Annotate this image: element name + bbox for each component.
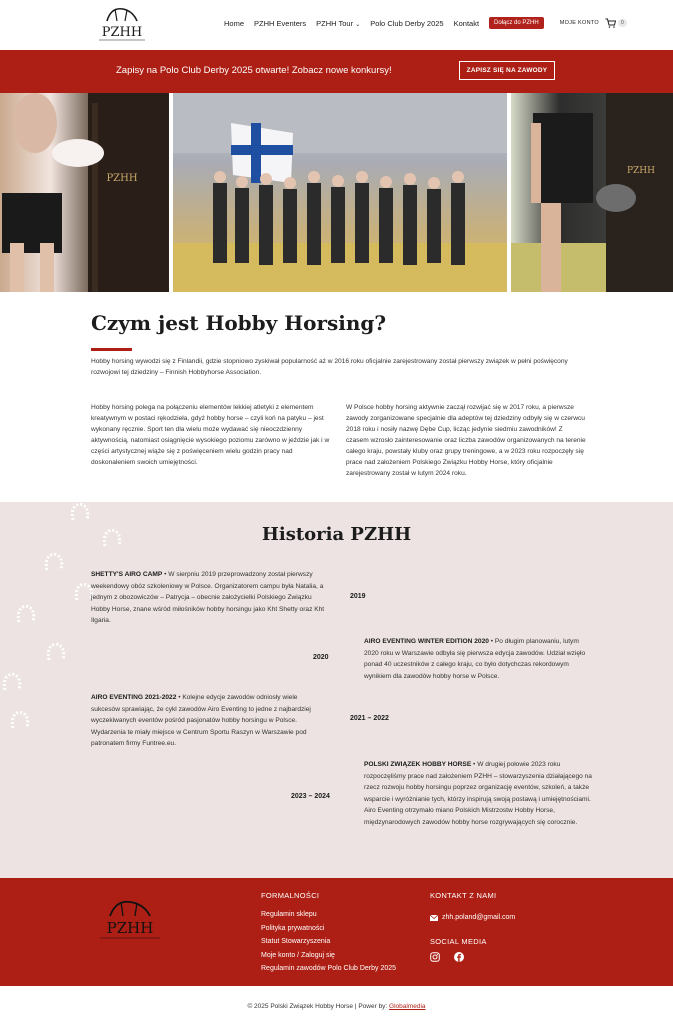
history-entry-2023 [364, 759, 594, 828]
nav-tour[interactable] [316, 19, 360, 28]
entry-heading: AIRO EVENTING 2021-2022 [91, 694, 177, 701]
facebook-icon[interactable] [454, 952, 464, 962]
copyright [0, 1003, 673, 1010]
year-2020: 2020 [313, 654, 329, 661]
svg-text:PZHH: PZHH [101, 25, 143, 40]
banner-text: Zapisy na Polo Club Derby 2025 otwarte! Zobacz nowe konkursy! [116, 65, 392, 76]
link-derby-rules[interactable]: Regulamin zawodów Polo Club Derby 2025 [261, 965, 397, 972]
main-nav [224, 17, 647, 29]
title-divider [91, 348, 132, 351]
email-link[interactable] [430, 914, 515, 921]
horseshoe-icon [68, 502, 92, 524]
footer-links [261, 908, 396, 976]
pzhh-logo[interactable] [93, 3, 151, 45]
entry-text: • Po długim planowaniu, lutym 2020 roku w Warszawie odbyła się pierwsza edycja zawodów. Udział wzięło ponad 40 uczestników z całego kraju, co było dotychczas rekordowym wynikiem dla zawodów hobby horse w Polsce. [364, 638, 586, 680]
entry-heading: AIRO EVENTING WINTER EDITION 2020 [364, 638, 489, 645]
link-shop-terms[interactable]: Regulamin sklepu [261, 911, 317, 918]
announcement-banner [0, 50, 673, 93]
horseshoe-icon [42, 550, 66, 574]
nav-contact[interactable]: Kontakt [453, 18, 480, 28]
link-privacy[interactable]: Polityka prywatności [261, 924, 325, 932]
horseshoe-icon [8, 708, 32, 732]
my-account-link[interactable]: MOJE KONTO [559, 20, 599, 26]
svg-text:PZHH: PZHH [106, 919, 154, 937]
horseshoe-icon [44, 640, 68, 664]
history-title: Historia PZHH [261, 524, 412, 545]
entry-text: • W drugiej połowie 2023 roku rozpoczęliśmy prace nad założeniem PZHH – stowarzyszenia działającego na rzecz rozwoju hobby horsingu poprzez organizację eventów, szkoleń, a także wsparcie i wyróżnianie tych, którzy inspirują swoją postawą i umiejętnościami. Airo Eventing otrzymało miano Polskich Mistrzostw Hobby Horse, międzynarodowych zawodów hobby horse rozgrywających się corocznie. [364, 761, 592, 826]
year-2021-2022: 2021 – 2022 [350, 715, 389, 722]
chevron-down-icon: ⌄ [355, 21, 361, 28]
formal-heading: FORMALNOŚCI [261, 891, 320, 900]
history-entry-2020 [364, 636, 590, 682]
social-links [430, 952, 464, 962]
join-button[interactable]: Dołącz do PZHH [489, 17, 544, 29]
register-button[interactable]: ZAPISZ SIĘ NA ZAWODY [459, 61, 555, 80]
instagram-icon[interactable] [430, 952, 440, 962]
horseshoe-icon [0, 670, 24, 694]
intro-lead: Hobby horsing wywodzi się z Finlandii, gdzie stopniowo zyskiwał popularność aż w 2016 roku oficjalnie zarejestrowany został pierwszy związek w pełni poświęcony rozwojowi tej dziedziny – Finnish Hobbyhorse Association. [91, 358, 568, 376]
history-entry-2021 [91, 692, 323, 750]
nav-home[interactable]: Home [224, 18, 245, 28]
cart-icon [605, 18, 616, 28]
contact-heading: KONTAKT Z NAMI [430, 891, 497, 900]
email-text: zhh.poland@gmail.com [442, 914, 516, 921]
copyright-text: © 2025 Polski Związek Hobby Horse | Power by: [247, 1003, 390, 1010]
svg-text:PZHH: PZHH [626, 166, 656, 176]
nav-tour-label: PZHH Tour [316, 18, 354, 28]
social-heading: SOCIAL MEDIA [430, 937, 487, 946]
history-entry-2019 [91, 569, 329, 627]
svg-text:PZHH: PZHH [106, 173, 138, 184]
intro-title: Czym jest Hobby Horsing? [91, 311, 387, 335]
intro-column-right: W Polsce hobby horsing aktywnie zaczął rozwijać się w 2017 roku, a pierwsze zawody zorganizowane specjalnie dla adeptów tej dziedziny odbyły się w czerwcu 2018 roku i nosiły nazwę Dębe Cup, licząc jedynie siedmiu zawodników! Z czasem wzrosło zainteresowanie oraz liczba zawodów organizowanych na terenie całego kraju, powstały kluby oraz grupy treningowe, a w 2023 roku rozpoczęły się prace nad założeniem Polskiego Związku Hobby Horse, który oficjalnie zarejestrowany został w lutym 2024 roku. [346, 404, 586, 477]
nav-derby[interactable]: Polo Club Derby 2025 [370, 18, 444, 28]
site-footer [0, 878, 673, 986]
photo-rider-left [0, 93, 169, 292]
entry-heading: SHETTY'S AIRO CAMP [91, 571, 163, 578]
link-account-login[interactable]: Moje konto / Zaloguj się [261, 951, 335, 959]
photo-group [173, 93, 507, 292]
history-section [0, 502, 673, 878]
cart-button[interactable] [605, 18, 637, 28]
entry-text: • Kolejne edycje zawodów odniosły wiele sukcesów sprawiając, że cykl zawodów Airo Eventing to jedne z najbardziej wyczekiwanych eventów pośród pasjonatów hobby horsingu w Polsce. Wydarzenia te miały miejsce w Centrum Sportu Raszyn w Warszawie pod patronatem firmy Funtree.eu. [91, 694, 311, 747]
entry-text: • W sierpniu 2019 przeprowadzony został pierwszy weekendowy obóz szkoleniowy w Polsce. Organizatorem campu była Natalia, a jednym z obozowiczów – Patrycja – obecnie założycielki Polskiego Związku Hobby Horse, znane wśród miłośników hobby horsingu jako Kht Shetty oraz Kht Ilgaria. [91, 571, 325, 624]
year-2023-2024: 2023 – 2024 [291, 793, 330, 800]
year-2019: 2019 [350, 593, 366, 600]
power-link[interactable]: Globalmedia [389, 1003, 426, 1010]
link-statute[interactable]: Statut Stowarzyszenia [261, 938, 331, 945]
footer-logo[interactable] [94, 894, 166, 942]
nav-eventers[interactable]: PZHH Eventers [254, 18, 307, 28]
photo-strip [0, 93, 673, 292]
site-header [0, 0, 673, 48]
entry-heading: POLSKI ZWIĄZEK HOBBY HORSE [364, 761, 472, 768]
mail-icon [430, 915, 438, 921]
cart-count: 0 [618, 19, 627, 27]
photo-rider-right [511, 93, 673, 292]
intro-column-left: Hobby horsing polega na połączeniu elementów lekkiej atletyki z elementem kreatywnym w postaci rękodzieła, gdyż hobby horse – czyli koń na patyku – jest wykonany ręcznie. Sport ten dla wielu może wydawać się nieoczdzienny aktywnością, natomiast osiągnięcie wysokiego poziomu zarówno w jeździe jak i w części artystycznej wiąże się z poświęceniem wielu godzin pracy nad doskonaleniem swoich umiejętności. [91, 404, 330, 466]
horseshoe-icon [14, 602, 38, 626]
